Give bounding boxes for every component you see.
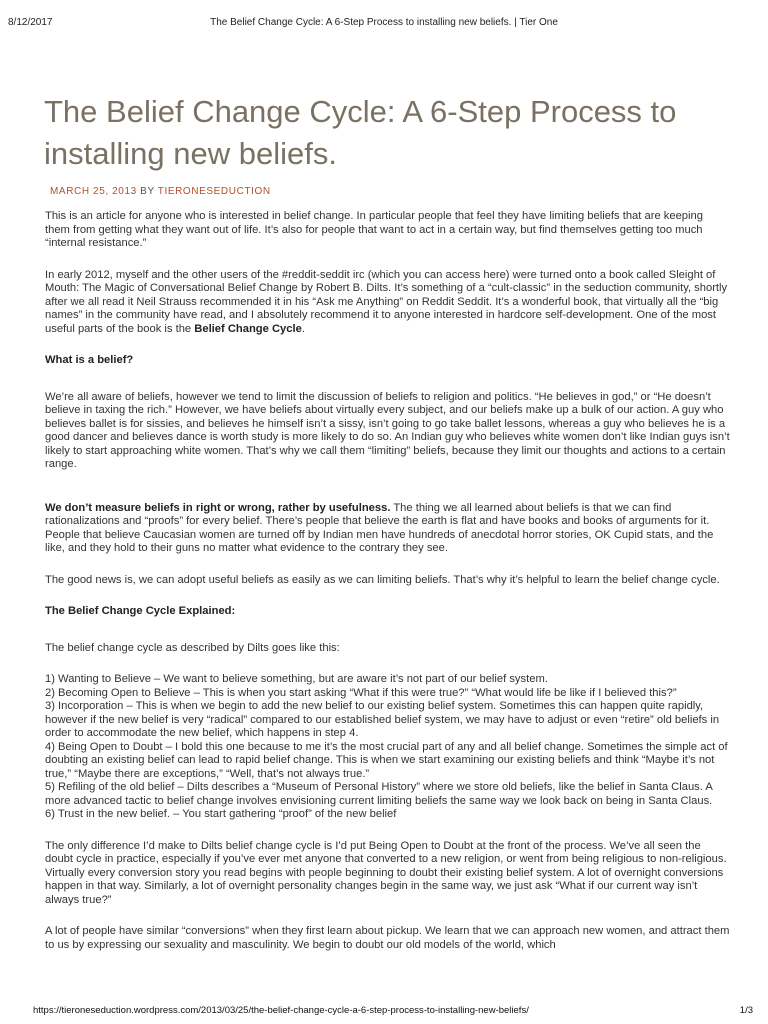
paragraph-usefulness: [45, 502, 730, 556]
list-item: 3) Incorporation – This is when we begin to add the new belief to our existing belief system. Sometimes this can happen quite rapidly, however if the new belief is very “radical” compared to our established belief system, we may have to adjust or even “retire” old beliefs in order to accommodate the new belief, which happens in step 4.: [45, 700, 720, 739]
list-item: 1) Wanting to Believe – We want to believe something, but are aware it’s not part of our belief system.: [45, 673, 548, 685]
list-item: 4) Being Open to Doubt – I bold this one because to me it’s the most crucial part of any and all belief change. Sometimes the simple act of doubting an existing belief can lead to rapid belief change. This is when we start examining our existing beliefs and think “Maybe it’s not true,” “Maybe there are exceptions,” “Well, that’s not always true.”: [45, 740, 728, 780]
list-item: 2) Becoming Open to Believe – This is when you start asking “What if this were true?” “What would life be like if I believed this?”: [45, 686, 677, 699]
paragraph-book: [45, 269, 730, 337]
paragraph-intro: This is an article for anyone who is interested in belief change. In particular people that feel they have limiting beliefs that are keeping them from getting what they want out of life. It’s also for people that want to act in a certain way, but find themselves getting too much “internal resistance.”: [45, 210, 703, 249]
article-author[interactable]: TIERONESEDUCTION: [157, 186, 271, 197]
paragraph-beliefs: We’re all aware of beliefs, however we tend to limit the discussion of beliefs to religion and politics. “He believes in god,” or “He doesn’t believe in taxing the rich.” However, we have beliefs about virtually every subject, and our beliefs make up a bulk of our action. A guy who believes ballet is for sissies, and believes he himself isn’t a sissy, isn’t going to go take ballet lessons, whereas a guy who believes he is a good dancer and believes dance is worth study is more likely to do so. An Indian guy who believes white women don’t like Indian guys isn’t likely to start approaching white women. That’s why we call them “limiting” beliefs, because they limit our thoughts and actions to a certain range.: [45, 390, 730, 470]
print-date: 8/12/2017: [8, 17, 53, 28]
paragraph-good-news: The good news is, we can adopt useful beliefs as easily as we can limiting beliefs. That’s why it’s helpful to learn the belief change cycle.: [45, 573, 720, 586]
print-page-title: The Belief Change Cycle: A 6-Step Process to installing new beliefs. | Tier One: [210, 17, 558, 28]
list-item: 5) Refiling of the old belief – Dilts describes a “Museum of Personal History” where we store old beliefs, like the belief in Santa Claus. A more advanced tactic to belief change involves envisioning current limiting beliefs the same way we look back on being in Santa Claus.: [45, 781, 713, 807]
paragraph-book-end: .: [301, 322, 305, 335]
paragraph-dilts: The belief change cycle as described by Dilts goes like this:: [45, 641, 340, 654]
paragraph-book-text: In early 2012, myself and the other users of the #reddit-seddit irc (which you can access here) were turned onto a book called Sleight of Mouth: The Magic of Conversational Belief Change by Robert B. Dilts. It’s something of a “cult-classic” in the seduction community, shortly after we all read it Neil Strauss recommended it in his “Ask me Anything” on Reddit Seddit. It’s a wonderful book, that virtually all the “big names” in the community have read, and I absolutely recommend it to anyone interested in hardcore self-development. One of the most useful parts of the book is the: [45, 268, 728, 335]
heading-cycle-explained: The Belief Change Cycle Explained:: [45, 605, 236, 617]
list-item: 6) Trust in the new belief. – You start gathering “proof” of the new belief: [45, 808, 397, 820]
usefulness-bold: We don’t measure beliefs in right or wrong, rather by usefulness.: [45, 501, 391, 514]
paragraph-conversions: A lot of people have similar “conversions” when they first learn about pickup. We learn that we can approach new women, and attract them to us by expressing our sexuality and masculinity. We begin to doubt our old models of the world, which: [45, 925, 730, 951]
article-date[interactable]: MARCH 25, 2013: [50, 186, 137, 197]
article-meta: [50, 186, 271, 197]
paragraph-difference: The only difference I’d make to Dilts belief change cycle is I’d put Being Open to Doubt at the front of the process. We’ve all seen the doubt cycle in practice, especially if you’ve ever met anyone that converted to a new religion, or went from being religious to non-religious. Virtually every conversion story you read begins with people beginning to doubt their existing belief system. A lot of overnight conversions happen in that way. Similarly, a lot of overnight personality changes begin in the same way, we just ask “What if our current way isn’t always true?”: [45, 839, 727, 906]
belief-change-cycle-bold: Belief Change Cycle: [194, 322, 302, 335]
cycle-steps-list: [45, 673, 730, 822]
page-number: 1/3: [739, 1005, 753, 1016]
byline-by: BY: [140, 186, 155, 197]
article-body: [45, 210, 730, 970]
heading-what-is-belief: What is a belief?: [45, 354, 134, 366]
print-url: https://tieroneseduction.wordpress.com/2013/03/25/the-belief-change-cycle-a-6-step-process-to-installing-new-beliefs/: [33, 1005, 529, 1016]
article-title: The Belief Change Cycle: A 6-Step Process to installing new beliefs.: [44, 94, 677, 171]
paragraph-usefulness-text: The thing we all learned about beliefs is that we can find rationalizations and “proofs” for every belief. There’s people that believe the earth is flat and have books and books of arguments for it. People that believe Caucasian women are turned off by Indian men have hundreds of anecdotal horror stories, OK Cupid stats, and the like, and they hold to their guns no matter what evidence to the contrary they see.: [45, 501, 714, 554]
